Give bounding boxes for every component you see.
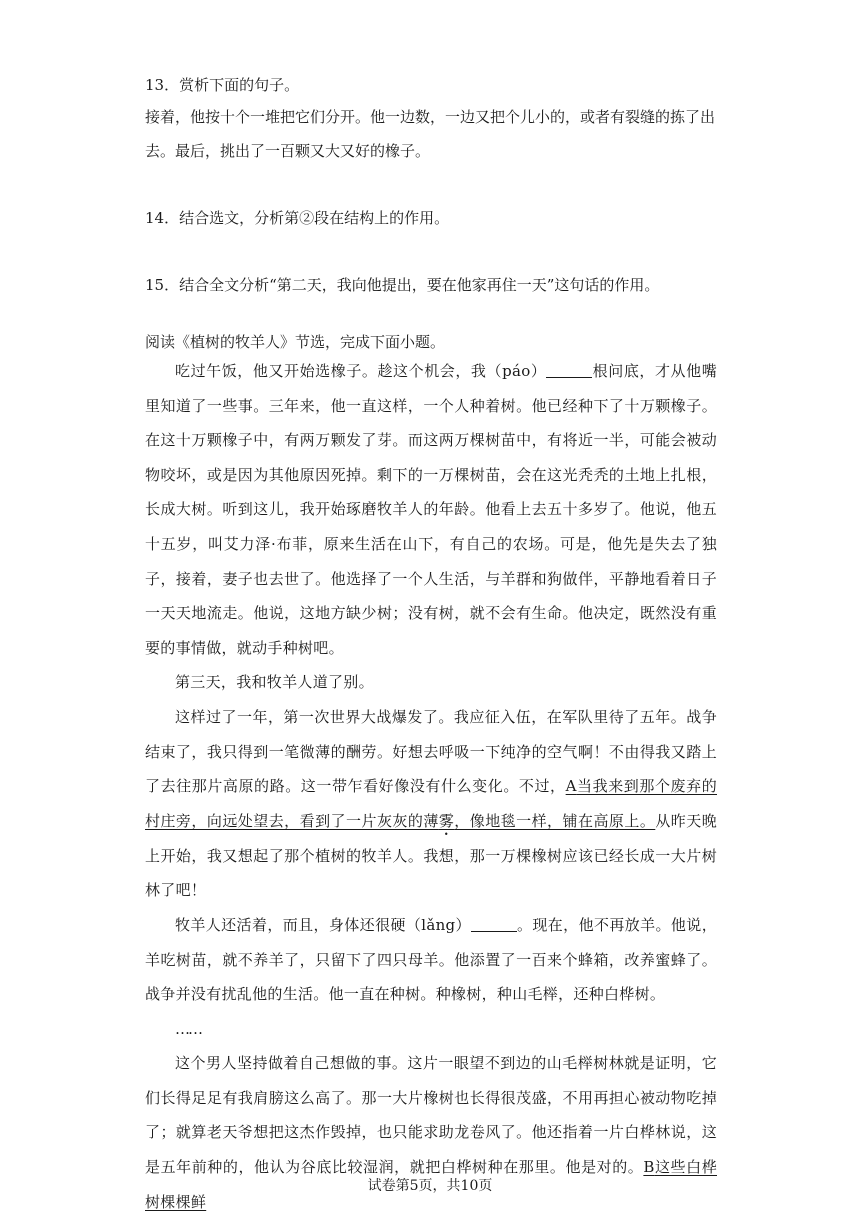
question-13-sentence-line-2: 去。最后，挑出了一百颗又大又好的橡子。 — [145, 142, 431, 160]
passage-paragraph-2: 第三天，我和牧羊人道了别。 — [175, 673, 374, 692]
page-footer: 试卷第5页，共10页 — [367, 1178, 493, 1194]
paragraph-5-part-1: 这个男人坚持做着自己想做的事。这片一眼望不到边的山毛榉树林就是证明，它们长得足足有我肩膀这么高了。那一大片橡树也长得很茂盛，不用再担心被动物吃掉了；就算老天爷想把这杰作毁掉，也只能求助龙卷风了。他还指着一片白桦林说，这是五年前种的，他认为谷底比较湿润，就把白桦树种在那里。他是对的。 — [145, 1054, 717, 1177]
sentence-a-text-2: ，像地毯一样，铺在高原上。 — [454, 811, 656, 830]
emphasized-char: 雾 — [438, 811, 455, 830]
passage-ellipsis: …… — [175, 1019, 201, 1038]
question-14-title: 14．结合选文，分析第②段在结构上的作用。 — [145, 209, 450, 227]
paragraph-1-part-1: 吃过午饭，他又开始选橡子。趁这个机会，我（páo） — [175, 362, 547, 380]
passage-paragraph-1 — [145, 354, 717, 665]
sentence-a-label: A — [565, 777, 577, 796]
question-13-title: 13．赏析下面的句子。 — [145, 76, 300, 94]
question-13-sentence-line-1: 接着，他按十个一堆把它们分开。他一边数，一边又把个儿小的，或者有裂缝的拣了出 — [145, 108, 716, 126]
sentence-b-label: B — [643, 1158, 655, 1177]
sentence-b-text: 这些白桦树棵棵鲜 — [145, 1158, 717, 1211]
paragraph-3-part-2: 从昨天晚上开始，我又想起了那个植树的牧羊人。我想，那一万棵橡树应该已经长成一大片树林了吧！ — [145, 811, 718, 900]
sentence-a-text-1: 当我来到那个废弃的村庄旁，向远处望去，看到了一片灰灰的薄 — [145, 777, 717, 830]
reading-intro: 阅读《植树的牧羊人》节选，完成下面小题。 — [145, 333, 446, 351]
fill-blank-pao[interactable] — [546, 361, 592, 378]
reading-passage — [145, 354, 717, 1219]
question-15-title: 15．结合全文分析“第二天，我向他提出，要在他家再住一天”这句话的作用。 — [145, 276, 660, 294]
paragraph-3-part-1: 这样过了一年，第一次世界大战爆发了。我应征入伍，在军队里待了五年。战争结束了，我只得到一笔微薄的酬劳。好想去呼吸一下纯净的空气啊！不由得我又踏上了去往那片高原的路。这一带乍看好像没有什么变化。不过， — [145, 707, 717, 796]
passage-paragraph-3 — [145, 700, 717, 908]
fill-blank-lang[interactable] — [471, 915, 517, 932]
passage-paragraph-4 — [145, 908, 717, 1012]
paragraph-4-part-1: 牧羊人还活着，而且，身体还很硬（lǎng） — [175, 915, 471, 934]
paragraph-4-part-2: 。现在，他不再放羊。他说，羊吃树苗，就不养羊了，只留下了四只母羊。他添置了一百来个蜂箱，改养蜜蜂了。战争并没有扰乱他的生活。他一直在种树。种橡树，种山毛榉，还种白桦树。 — [145, 915, 717, 1004]
paragraph-1-part-2: 根问底，才从他嘴里知道了一些事。三年来，他一直这样，一个人种着树。他已经种下了十万颗橡子。在这十万颗橡子中，有两万颗发了芽。而这两万棵树苗中，有将近一半，可能会被动物咬坏，或是因为其他原因死掉。剩下的一万棵树苗，会在这光秃秃的土地上扎根，长成大树。听到这儿，我开始琢磨牧羊人的年龄。他看上去五十多岁了。他说，他五十五岁，叫艾力泽·布菲，原来生活在山下，有自己的农场。可是，他先是失去了独子，接着，妻子也去世了。他选择了一个人生活，与羊群和狗做伴，平静地看着日子一天天地流走。他说，这地方缺少树；没有树，就不会有生命。他决定，既然没有重要的事情做，就动手种树吧。 — [145, 362, 718, 657]
